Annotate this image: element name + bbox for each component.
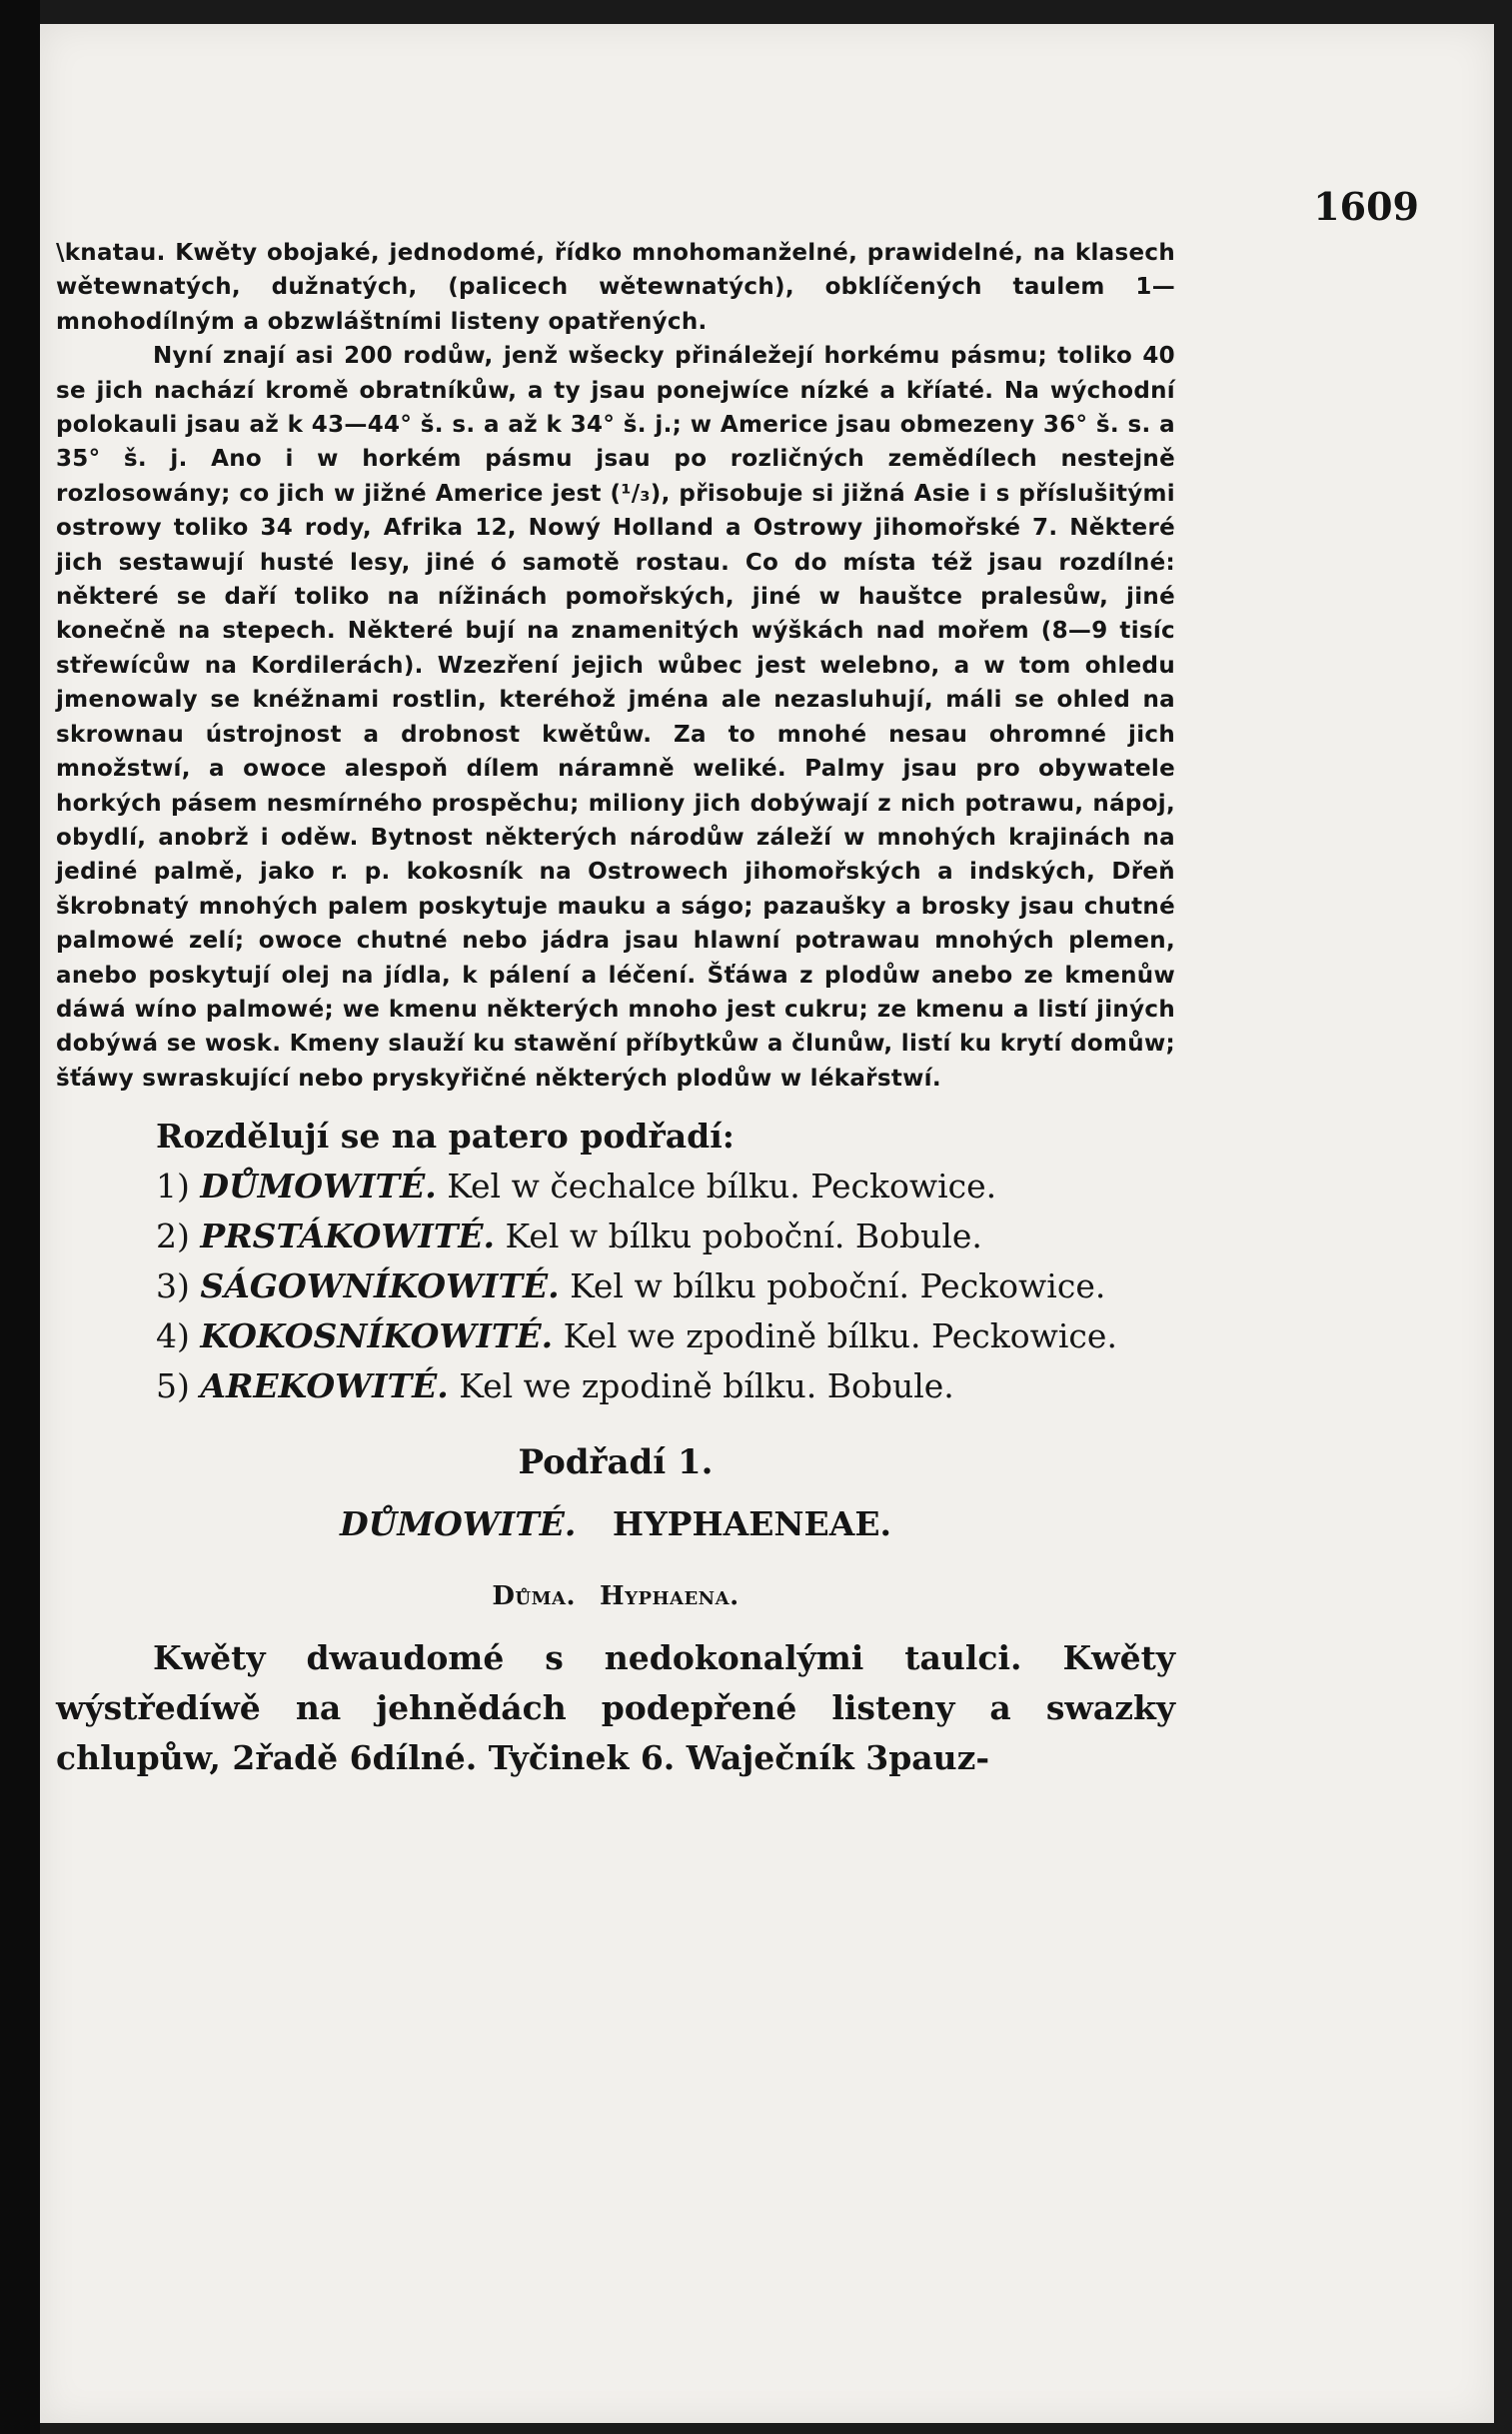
division-item: [56, 1212, 1175, 1261]
division-number: 1): [156, 1167, 190, 1207]
subsection-heading: [56, 1499, 1175, 1549]
genus-description: [56, 1633, 1175, 1783]
genus-latin-name: Hyphaena.: [600, 1581, 740, 1612]
division-text: Kel w čechalce bílku. Peckowice.: [447, 1167, 997, 1207]
division-item: [56, 1261, 1175, 1311]
division-item: [56, 1162, 1175, 1212]
page-body: [56, 236, 1175, 1783]
scan-edge: [0, 0, 40, 2434]
division-number: 5): [156, 1366, 190, 1406]
division-name: AREKOWITÉ.: [200, 1366, 449, 1406]
division-number: 2): [156, 1217, 190, 1256]
subsection-latin-name: HYPHAENEAE.: [612, 1504, 891, 1544]
division-text: Kel w bílku poboční. Bobule.: [505, 1217, 982, 1256]
division-heading: Rozdělují se na patero podřadí:: [156, 1117, 735, 1157]
division-text: Kel we zpodině bílku. Peckowice.: [563, 1316, 1117, 1356]
genus-description-text: Kwěty dwaudomé s nedokonalými taulci. Kwěty wýstředíwě na jehnědách podepřené listeny a swazky chlupůw, 2řadě 6dílné. Tyčinek 6. Waječník 3pauz-: [56, 1638, 1175, 1778]
division-text: Kel w bílku poboční. Peckowice.: [570, 1266, 1106, 1306]
genus-czech-name: Důma.: [492, 1581, 577, 1612]
division-name: KOKOSNÍKOWITÉ.: [200, 1316, 554, 1356]
division-name: SÁGOWNÍKOWITÉ.: [200, 1266, 560, 1306]
genus-heading: [56, 1571, 1175, 1621]
division-text: Kel we zpodině bílku. Bobule.: [459, 1366, 954, 1406]
paragraph-intro: \knatau. Kwěty obojaké, jednodomé, řídko mnohomanželné, prawidelné, na klasech wětewnatých, dužnatých, (palicech wětewnatých), obklíčených taulem 1— mnohodílným a obzwláštními listeny opatřených.: [56, 240, 1175, 335]
division-name: PRSTÁKOWITÉ.: [200, 1217, 496, 1256]
division-item: [56, 1311, 1175, 1361]
page-number: 1609: [1313, 184, 1419, 229]
subsection-title: Podřadí 1.: [518, 1442, 714, 1483]
division-item: [56, 1361, 1175, 1411]
divisions-section: [56, 1112, 1175, 1783]
paragraph-distribution: Nyní znají asi 200 rodůw, jenž wšecky přináležejí horkému pásmu; toliko 40 se jich nachází kromě obratníkůw, a ty jsau ponejwíce nízké a kříaté. Na wýchodní polokauli jsau až k 43—44° š. s. a až k 34° š. j.; w Americe jsau obmezeny 36° š. s. a 35° š. j. Ano i w horkém pásmu jsau po rozličných zemědílech nestejně rozlosowány; co jich w jižné Americe jest (¹/₃), přisobuje si jižná Asie i s příslušitými ostrowy toliko 34 rody, Afrika 12, Nowý Holland a Ostrowy jihomořské 7. Některé jich sestawují husté lesy, jiné ó samotě rostau. Co do místa též jsau rozdílné: některé se daří toliko na nížinách pomořských, jiné w hauštce pralesůw, jiné konečně na stepech. Některé bují na znamenitých wýškách nad mořem (8—9 tisíc střewícůw na Kordilerách). Wzezření jejich wůbec jest welebno, a w tom ohledu jmenowaly se knéžnami rostlin, kteréhož jména ale nezasluhují, máli se ohled na skrownau ústrojnost a drobnost kwětůw. Za to mnohé nesau ohromné jich množstwí, a owoce alespoň dílem náramně weliké. Palmy jsau pro obywatele horkých pásem nesmírného prospěchu; miliony jich dobýwají z nich potrawu, nápoj, obydlí, anobrž i oděw. Bytnost některých národůw záleží w mnohých krajinách na jediné palmě, jako r. p. kokosník na Ostrowech jihomořských a indských, Dřeň škrobnatý mnohých palem poskytuje mauku a ságo; pazaušky a brosky jsau chutné palmowé zelí; owoce chutné nebo jádra jsau hlawní potrawau mnohých plemen, anebo poskytují olej na jídla, k pálení a léčení. Šťáwa z plodůw anebo ze kmenůw dáwá wíno palmowé; we kmenu některých mnoho jest cukru; ze kmenu a listí jiných dobýwá se wosk. Kmeny slauží ku stawění příbytkůw a člunůw, listí ku krytí domůw; šťáwy swraskující nebo pryskyřičné některých plodůw w lékařstwí.: [56, 343, 1175, 1092]
main-text: [56, 236, 1175, 1096]
subsection-czech-name: DŮMOWITÉ.: [340, 1504, 577, 1544]
division-number: 3): [156, 1266, 190, 1306]
division-name: DŮMOWITÉ.: [200, 1167, 437, 1207]
division-number: 4): [156, 1316, 190, 1356]
